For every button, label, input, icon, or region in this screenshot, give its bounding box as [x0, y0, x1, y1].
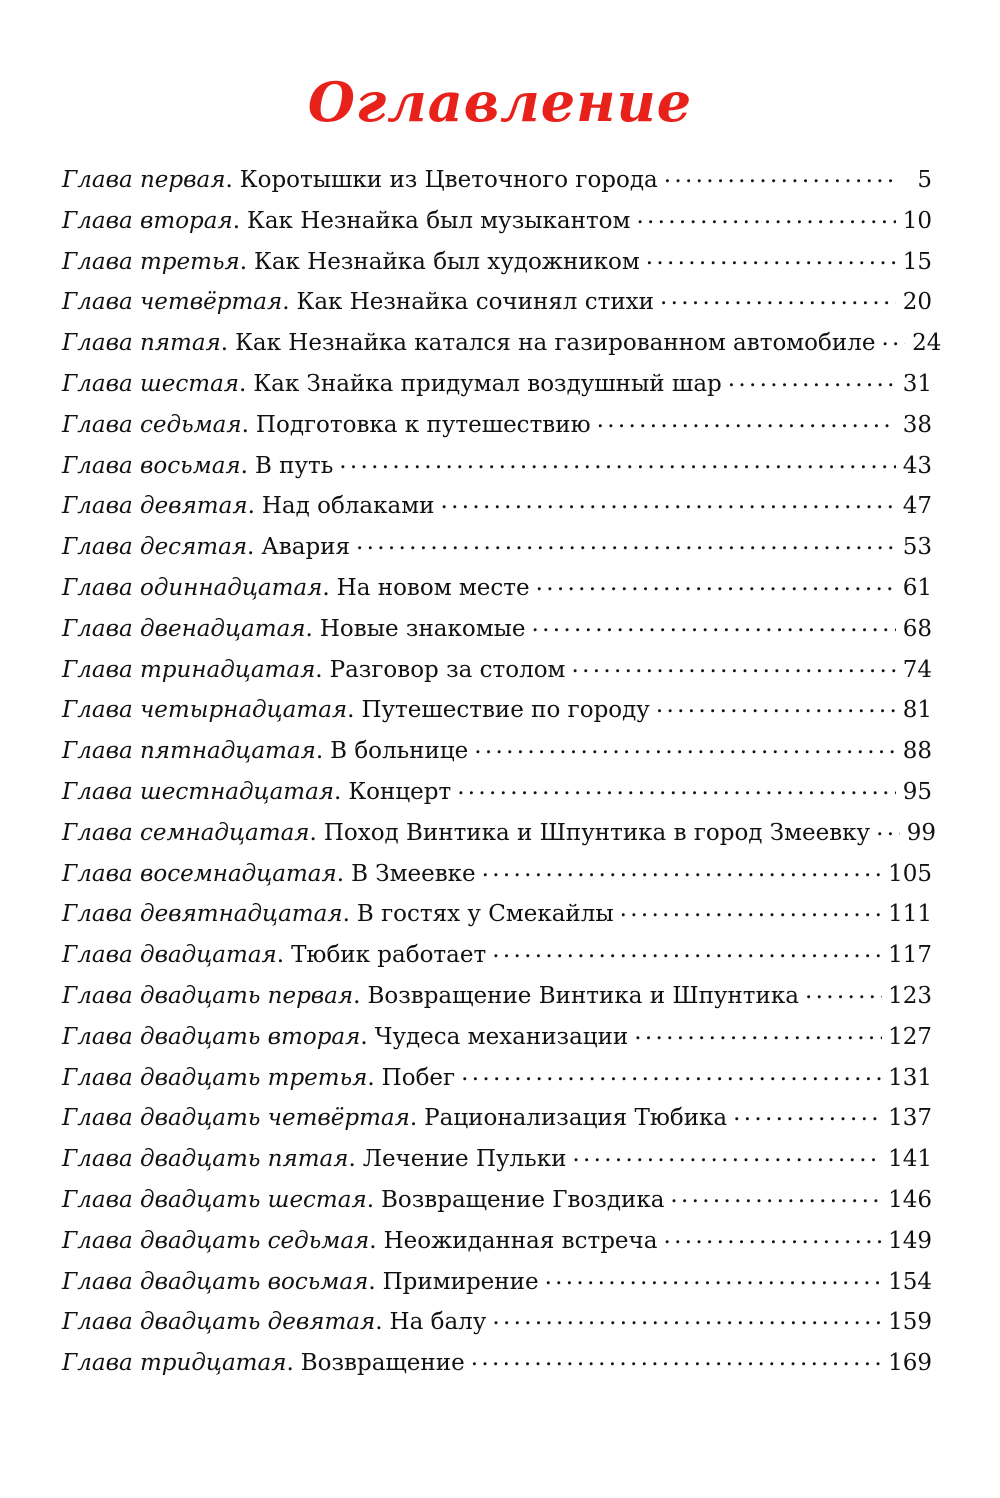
toc-dot-leader	[881, 327, 905, 350]
toc-chapter-title: Возвращение	[300, 1350, 465, 1377]
toc-dot-leader	[474, 735, 896, 758]
toc-entry	[62, 894, 932, 935]
toc-page-number: 127	[888, 1023, 932, 1050]
toc-chapter-title: В больнице	[330, 738, 469, 765]
toc-dot-leader	[733, 1102, 882, 1125]
toc-chapter-label: Глава двадцать пятая	[62, 1146, 349, 1173]
toc-chapter-label: Глава тридцатая	[62, 1350, 287, 1377]
toc-chapter-label: Глава семнадцатая	[62, 819, 310, 846]
toc-entry	[62, 690, 932, 731]
toc-separator: .	[336, 860, 345, 887]
toc-entry	[62, 242, 932, 283]
toc-entry	[62, 568, 932, 609]
toc-chapter-label: Глава одиннадцатая	[62, 574, 323, 601]
toc-entry	[62, 1139, 932, 1180]
toc-separator: .	[239, 370, 247, 397]
toc-page-number: 123	[888, 982, 932, 1009]
toc-chapter-label: Глава пятнадцатая	[62, 738, 316, 765]
toc-page-number: 137	[888, 1105, 932, 1132]
toc-dot-leader	[532, 613, 896, 636]
toc-separator: .	[369, 1227, 377, 1254]
toc-page-number: 141	[888, 1146, 932, 1173]
toc-chapter-title: Как Незнайка был музыкантом	[247, 207, 631, 234]
toc-chapter-title: Как Знайка придумал воздушный шар	[253, 370, 722, 397]
toc-entry	[62, 323, 942, 364]
toc-chapter-title: Разговор за столом	[329, 656, 566, 683]
toc-dot-leader	[545, 1266, 883, 1289]
toc-chapter-label: Глава девятая	[62, 493, 248, 520]
toc-page-number: 47	[902, 493, 932, 520]
toc-separator: .	[409, 1105, 418, 1132]
toc-chapter-label: Глава двадцать вторая	[62, 1023, 361, 1050]
toc-chapter-label: Глава третья	[62, 248, 240, 275]
toc-entry	[62, 527, 932, 568]
toc-entry	[62, 1180, 932, 1221]
toc-entry	[62, 813, 937, 854]
toc-separator: .	[309, 819, 317, 846]
toc-dot-leader	[663, 1225, 882, 1248]
toc-page-number: 88	[902, 738, 932, 765]
toc-dot-leader	[492, 1306, 882, 1329]
toc-entry	[62, 201, 932, 242]
toc-entry	[62, 731, 932, 772]
toc-chapter-label: Глава двадцать седьмая	[62, 1227, 370, 1254]
toc-chapter-label: Глава четырнадцатая	[62, 697, 348, 724]
toc-chapter-title: Как Незнайка был художником	[254, 248, 640, 275]
toc-chapter-label: Глава седьмая	[62, 411, 242, 438]
toc-page-number: 81	[902, 697, 932, 724]
toc-separator: .	[342, 901, 350, 928]
toc-dot-leader	[636, 205, 896, 228]
toc-page-number: 149	[888, 1227, 932, 1254]
toc-chapter-title: Как Незнайка катался на газированном автомобиле	[235, 330, 876, 357]
toc-dot-leader	[356, 531, 896, 554]
toc-chapter-title: Над облаками	[261, 493, 435, 520]
toc-page-number: 10	[902, 207, 932, 234]
toc-dot-leader	[339, 450, 896, 473]
toc-separator: .	[353, 982, 361, 1009]
toc-dot-leader	[457, 776, 896, 799]
toc-entry	[62, 772, 932, 813]
page-title: Оглавление	[307, 70, 693, 134]
toc-page-number: 38	[902, 411, 932, 438]
toc-chapter-title: Путешествие по городу	[361, 697, 650, 724]
toc-chapter-title: В путь	[254, 452, 334, 479]
toc-chapter-label: Глава десятая	[62, 534, 248, 561]
toc-entry	[62, 1343, 932, 1384]
toc-chapter-title: Подготовка к путешествию	[255, 411, 591, 438]
toc-entry	[62, 1302, 932, 1343]
toc-separator: .	[360, 1023, 368, 1050]
toc-page-number: 169	[888, 1350, 932, 1377]
toc-entry	[62, 1058, 932, 1099]
toc-chapter-title: В гостях у Смекайлы	[356, 901, 614, 928]
toc-chapter-title: Лечение Пульки	[362, 1146, 567, 1173]
toc-separator: .	[322, 574, 330, 601]
toc-entry	[62, 976, 932, 1017]
toc-chapter-title: Поход Винтика и Шпунтика в город Змеевку	[323, 819, 871, 846]
toc-dot-leader	[461, 1062, 882, 1085]
toc-separator: .	[347, 697, 355, 724]
toc-separator: .	[334, 778, 342, 805]
toc-separator: .	[367, 1064, 375, 1091]
toc-separator: .	[239, 248, 248, 275]
toc-separator: .	[286, 1350, 294, 1377]
toc-chapter-title: В Змеевке	[351, 860, 476, 887]
toc-dot-leader	[646, 246, 896, 269]
toc-entry	[62, 486, 932, 527]
toc-entry	[62, 1017, 932, 1058]
toc-dot-leader	[670, 1184, 882, 1207]
toc-separator: .	[276, 942, 285, 969]
toc-dot-leader	[471, 1347, 882, 1370]
toc-page-number: 131	[888, 1064, 932, 1091]
toc-page-number: 61	[902, 574, 932, 601]
toc-dot-leader	[664, 164, 896, 187]
toc-chapter-label: Глава вторая	[62, 207, 233, 234]
toc-chapter-label: Глава двадцать шестая	[62, 1186, 367, 1213]
toc-dot-leader	[876, 817, 900, 840]
table-of-contents	[62, 160, 942, 1384]
toc-dot-leader	[597, 409, 896, 432]
toc-chapter-label: Глава двадцать первая	[62, 982, 354, 1009]
toc-chapter-label: Глава пятая	[62, 330, 221, 357]
toc-entry	[62, 282, 932, 323]
toc-chapter-label: Глава девятнадцатая	[62, 901, 343, 928]
toc-chapter-title: Чудеса механизации	[374, 1023, 629, 1050]
toc-chapter-title: Неожиданная встреча	[383, 1227, 658, 1254]
toc-page-number: 20	[902, 289, 932, 316]
toc-page-number: 146	[888, 1186, 932, 1213]
toc-separator: .	[366, 1186, 374, 1213]
toc-chapter-label: Глава тринадцатая	[62, 656, 316, 683]
toc-chapter-label: Глава двадцать девятая	[62, 1309, 376, 1336]
toc-entry	[62, 160, 932, 201]
toc-separator: .	[315, 656, 323, 683]
toc-chapter-label: Глава двадцать третья	[62, 1064, 368, 1091]
toc-separator: .	[220, 330, 229, 357]
toc-separator: .	[368, 1268, 376, 1295]
toc-dot-leader	[571, 654, 896, 677]
toc-dot-leader	[536, 572, 896, 595]
toc-dot-leader	[482, 858, 882, 881]
toc-page-number: 159	[888, 1309, 932, 1336]
toc-page-number: 111	[888, 901, 932, 928]
toc-chapter-title: Побег	[381, 1064, 456, 1091]
toc-dot-leader	[572, 1143, 882, 1166]
toc-page-number: 24	[912, 330, 942, 357]
toc-chapter-label: Глава двадцатая	[62, 942, 277, 969]
toc-chapter-title: Тюбик работает	[291, 942, 487, 969]
toc-page-number: 31	[902, 370, 932, 397]
toc-chapter-label: Глава первая	[62, 167, 226, 193]
toc-dot-leader	[805, 980, 882, 1003]
toc-chapter-title: Рационализация Тюбика	[424, 1105, 728, 1132]
toc-entry	[62, 364, 932, 405]
toc-dot-leader	[492, 939, 882, 962]
toc-chapter-title: Как Незнайка сочинял стихи	[296, 289, 654, 316]
toc-chapter-label: Глава восемнадцатая	[62, 860, 337, 887]
toc-separator: .	[247, 493, 255, 520]
toc-page-number: 154	[888, 1268, 932, 1295]
toc-chapter-title: Авария	[261, 534, 351, 561]
toc-page-number: 95	[902, 778, 932, 805]
toc-separator: .	[348, 1146, 356, 1173]
toc-page-number: 68	[902, 615, 932, 642]
toc-entry	[62, 446, 932, 487]
toc-separator: .	[282, 289, 290, 316]
toc-dot-leader	[440, 490, 896, 513]
toc-separator: .	[315, 738, 324, 765]
toc-separator: .	[241, 411, 249, 438]
toc-page-number: 5	[917, 167, 932, 193]
toc-chapter-title: Примирение	[382, 1268, 539, 1295]
toc-entry	[62, 1098, 932, 1139]
toc-chapter-title: Концерт	[348, 778, 452, 805]
toc-entry	[62, 1262, 932, 1303]
toc-page-number: 43	[902, 452, 932, 479]
toc-chapter-title: На новом месте	[336, 574, 530, 601]
toc-chapter-label: Глава шестнадцатая	[62, 778, 335, 805]
toc-page-number: 53	[902, 534, 932, 561]
toc-entry	[62, 854, 932, 895]
toc-dot-leader	[656, 694, 896, 717]
toc-separator: .	[305, 615, 313, 642]
toc-chapter-label: Глава двадцать восьмая	[62, 1268, 369, 1295]
toc-page-number: 99	[906, 819, 937, 846]
toc-dot-leader	[620, 898, 882, 921]
toc-page-number: 117	[888, 942, 932, 969]
toc-chapter-label: Глава двадцать четвёртая	[62, 1105, 410, 1132]
toc-dot-leader	[634, 1021, 882, 1044]
toc-separator: .	[225, 167, 233, 193]
toc-separator: .	[375, 1309, 383, 1336]
toc-page-number: 105	[888, 860, 932, 887]
toc-separator: .	[232, 207, 241, 234]
toc-entry	[62, 405, 932, 446]
toc-separator: .	[247, 534, 255, 561]
toc-chapter-label: Глава двенадцатая	[62, 615, 306, 642]
toc-dot-leader	[660, 286, 896, 309]
toc-chapter-title: Возвращение Гвоздика	[381, 1186, 665, 1213]
toc-entry	[62, 935, 932, 976]
toc-chapter-title: Новые знакомые	[319, 615, 526, 642]
toc-chapter-title: Коротышки из Цветочного города	[239, 167, 658, 193]
toc-entry	[62, 1221, 932, 1262]
toc-chapter-label: Глава восьмая	[62, 452, 241, 479]
toc-separator: .	[240, 452, 248, 479]
toc-page-number: 74	[902, 656, 932, 683]
toc-entry	[62, 650, 932, 691]
toc-dot-leader	[728, 368, 896, 391]
toc-page-number: 15	[902, 248, 932, 275]
toc-chapter-title: На балу	[389, 1309, 487, 1336]
toc-chapter-label: Глава четвёртая	[62, 289, 283, 316]
toc-chapter-label: Глава шестая	[62, 370, 240, 397]
toc-entry	[62, 609, 932, 650]
toc-chapter-title: Возвращение Винтика и Шпунтика	[367, 982, 799, 1009]
